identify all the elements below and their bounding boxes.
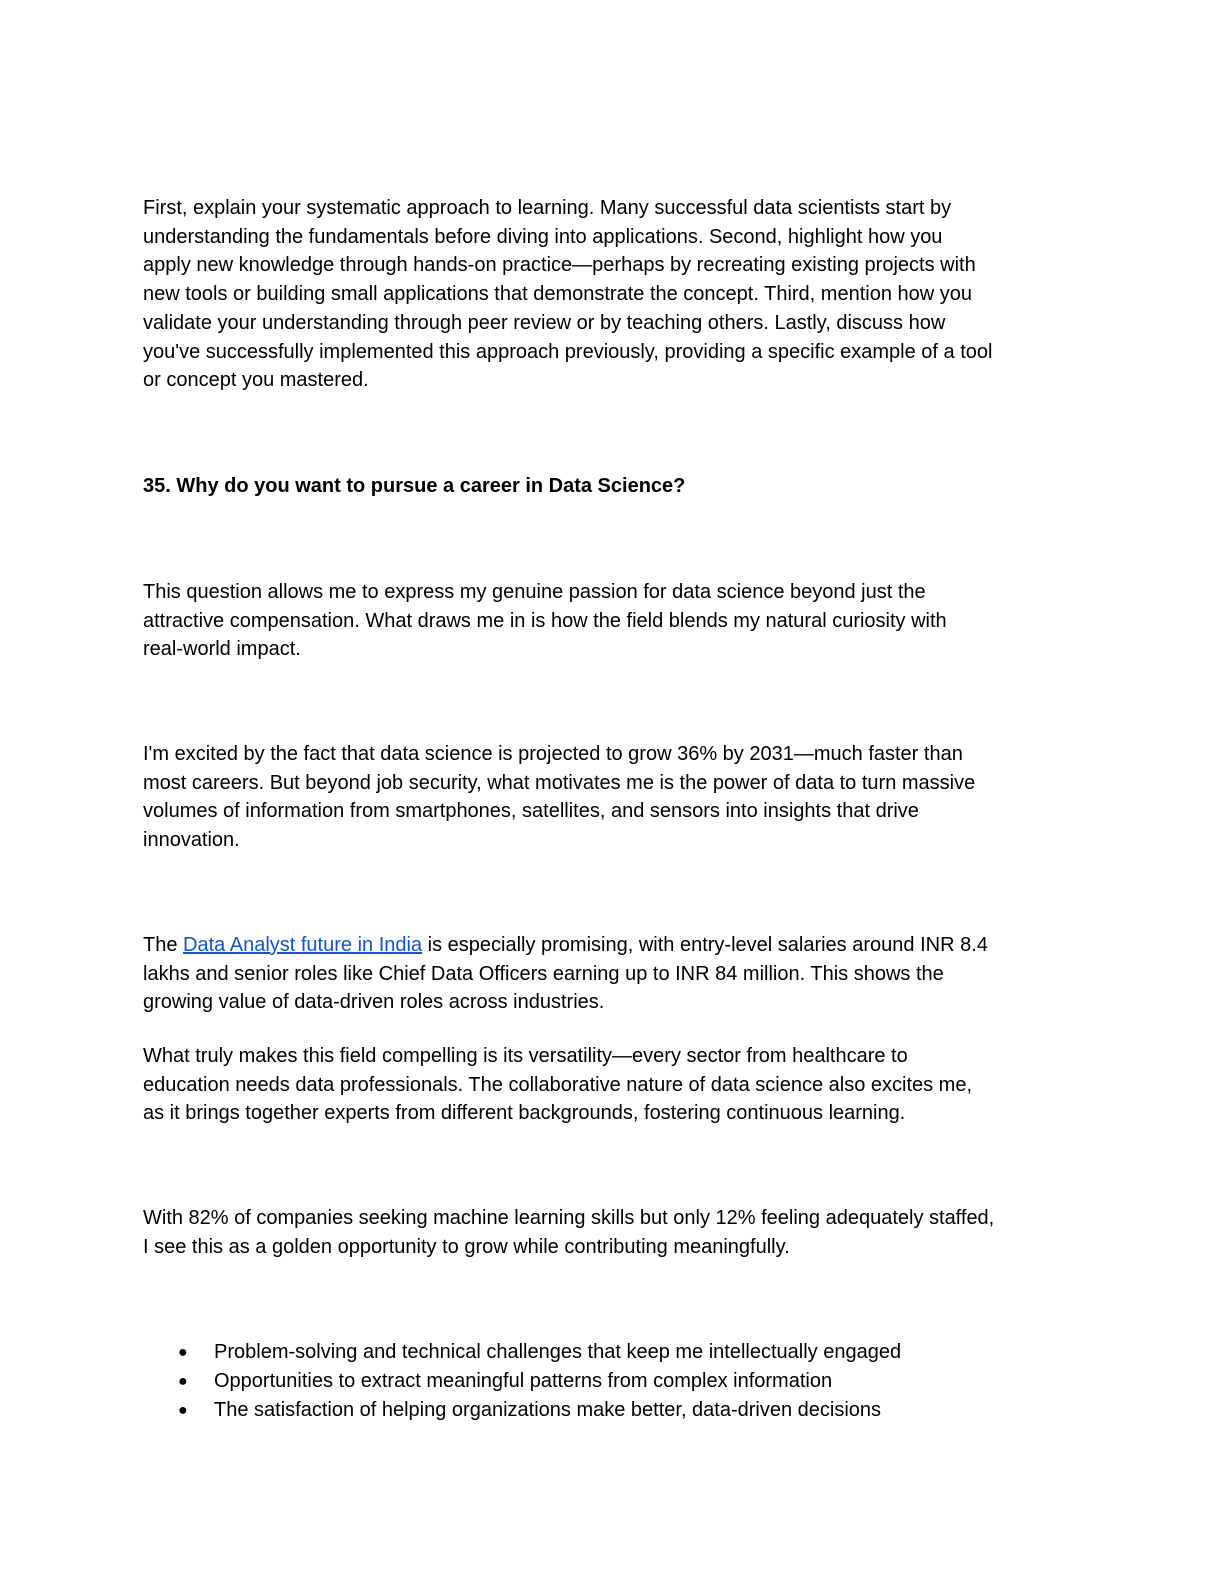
paragraph-versatility [143, 1042, 1103, 1128]
text-prefix: The [143, 934, 184, 956]
text-line: With 82% of companies seeking machine learning skills but only 12% feeling adequately staffed, [143, 1207, 995, 1229]
text-line: apply new knowledge through hands-on practice—perhaps by recreating existing projects with [143, 254, 976, 277]
paragraph-india-future [143, 931, 1103, 1017]
text-line: What truly makes this field compelling is its versatility—every sector from healthcare to [143, 1045, 908, 1067]
text-line: growing value of data-driven roles across industries. [143, 991, 605, 1014]
text-line: volumes of information from smartphones, satellites, and sensors into insights that drive [143, 800, 919, 823]
question-heading-block [143, 472, 1103, 501]
text-line: I see this as a golden opportunity to grow while contributing meaningfully. [143, 1235, 790, 1258]
text-line: new tools or building small applications that demonstrate the concept. Third, mention how you [143, 283, 972, 306]
bullet-icon: ● [178, 1402, 188, 1419]
text-line: innovation. [143, 829, 240, 852]
text-line: you've successfully implemented this approach previously, providing a specific example of a tool [143, 340, 993, 363]
text-line: understanding the fundamentals before diving into applications. Second, highlight how you [143, 225, 943, 248]
text-line: attractive compensation. What draws me in is how the field blends my natural curiosity with [143, 609, 947, 632]
paragraph-passion [143, 578, 1103, 664]
bullet-icon: ● [178, 1373, 188, 1390]
list-item [178, 1338, 901, 1367]
text-line: real-world impact. [143, 638, 301, 661]
paragraph-opportunity [143, 1204, 1103, 1261]
text-line: lakhs and senior roles like Chief Data Officers earning up to INR 84 million. This shows the [143, 962, 944, 985]
list-item-text: The satisfaction of helping organizations make better, data-driven decisions [214, 1399, 882, 1421]
text-line: validate your understanding through peer review or by teaching others. Lastly, discuss how [143, 311, 946, 334]
text-line: This question allows me to express my genuine passion for data science beyond just the [143, 581, 926, 603]
bullet-icon: ● [178, 1344, 188, 1361]
paragraph-learning-approach [143, 194, 1103, 395]
text-suffix: is especially promising, with entry-level salaries around INR 8.4 [422, 934, 988, 956]
question-heading: 35. Why do you want to pursue a career in Data Science? [143, 475, 686, 497]
list-item-text: Opportunities to extract meaningful patterns from complex information [214, 1370, 833, 1392]
list-item [178, 1396, 901, 1425]
text-line: or concept you mastered. [143, 369, 369, 392]
text-line: most careers. But beyond job security, what motivates me is the power of data to turn massive [143, 771, 976, 794]
text-line [143, 931, 1103, 960]
text-line: First, explain your systematic approach to learning. Many successful data scientists start by [143, 197, 952, 219]
list-item [178, 1367, 901, 1396]
text-line: education needs data professionals. The collaborative nature of data science also excites me, [143, 1073, 973, 1096]
motivation-bullet-list [178, 1338, 901, 1425]
paragraph-growth [143, 740, 1103, 855]
text-line: as it brings together experts from different backgrounds, fostering continuous learning. [143, 1102, 906, 1125]
data-analyst-future-link[interactable]: Data Analyst future in India [183, 934, 423, 956]
text-line: I'm excited by the fact that data science is projected to grow 36% by 2031—much faster than [143, 743, 963, 765]
list-item-text: Problem-solving and technical challenges that keep me intellectually engaged [214, 1341, 902, 1363]
